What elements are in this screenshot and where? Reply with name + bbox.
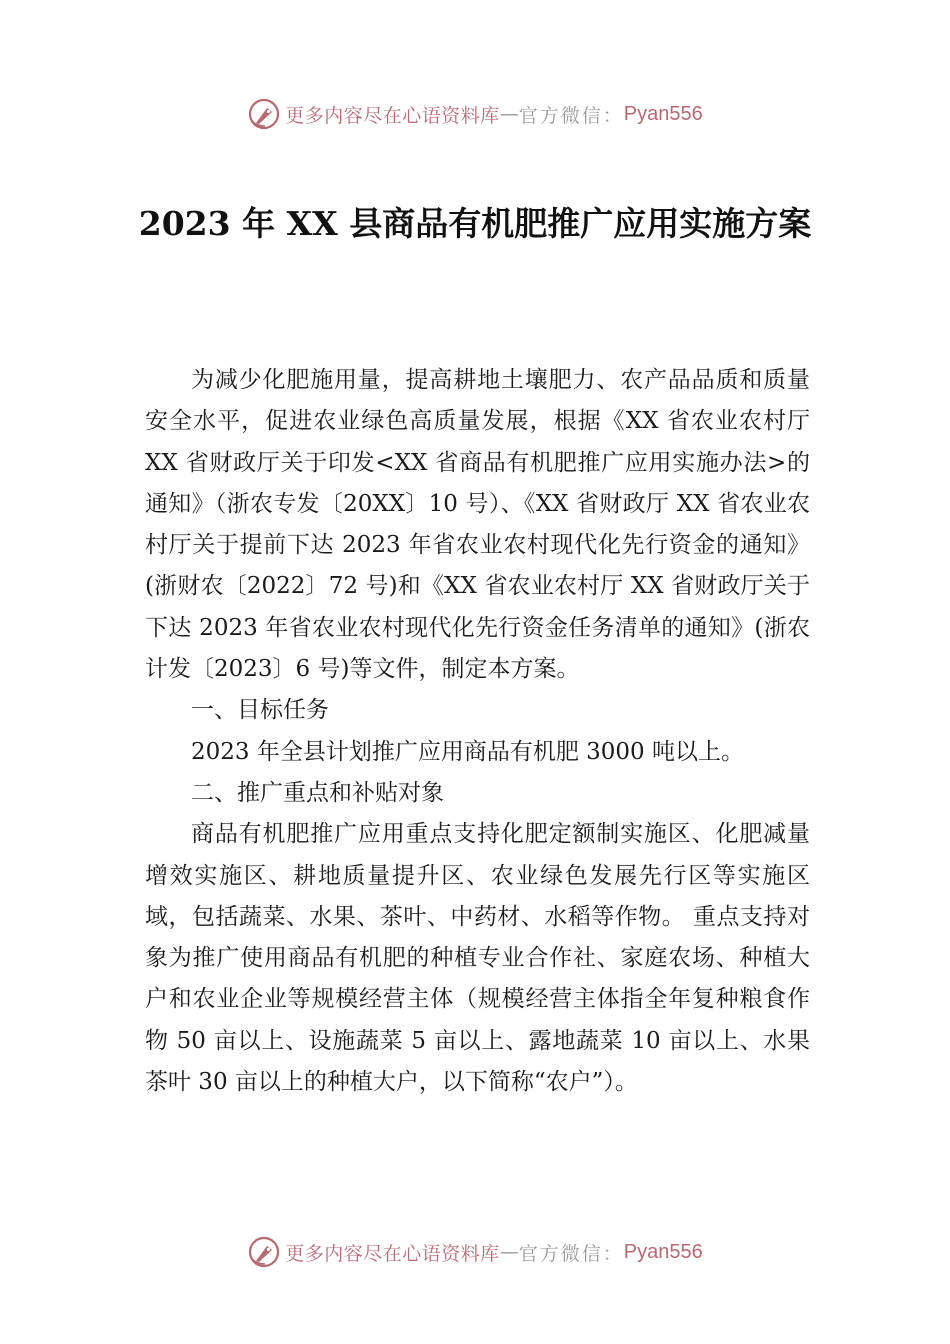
watermark-separator: — bbox=[499, 1241, 519, 1263]
watermark-wechat-id: Pyan556 bbox=[623, 1240, 703, 1263]
pen-nib-circle-icon bbox=[247, 1235, 281, 1269]
section-heading-goals: 一、目标任务 bbox=[191, 697, 329, 724]
watermark-banner-bottom bbox=[0, 1232, 950, 1272]
goals-paragraph: 2023 年全县计划推广应用商品有机肥 3000 吨以上。 bbox=[191, 738, 744, 765]
watermark-wechat-label: 官方微信： bbox=[518, 1242, 624, 1265]
section-heading-subsidy: 二、推广重点和补贴对象 bbox=[191, 779, 444, 806]
watermark-separator: — bbox=[499, 103, 519, 125]
document-body bbox=[145, 360, 810, 1103]
intro-paragraph: 为减少化肥施用量，提高耕地土壤肥力、农产品品质和质量安全水平，促进农业绿色高质量发展，根据《XX 省农业农村厅 XX 省财政厅关于印发<XX 省商品有机肥推广应用实施办法>的通知》（浙农专发〔20XX〕10 号）、《XX 省财政厅 XX 省农业农村厅关于提前下达 2023 年省农业农村现代化先行资金的通知》(浙财农〔2022〕72 号)和《XX 省农业农村厅 XX 省财政厅关于下达 2023 年省农业农村现代化先行资金任务清单的通知》(浙农计发〔2023〕6 号)等文件，制定本方案。 bbox=[145, 367, 810, 683]
watermark-wechat-id: Pyan556 bbox=[623, 102, 703, 125]
watermark-brand: 更多内容尽在心语资料库 bbox=[285, 1242, 500, 1265]
watermark-banner-top bbox=[0, 94, 950, 134]
pen-nib-circle-icon bbox=[247, 97, 281, 131]
subsidy-paragraph: 商品有机肥推广应用重点支持化肥定额制实施区、化肥减量增效实施区、耕地质量提升区、农业绿色发展先行区等实施区域，包括蔬菜、水果、茶叶、中药材、水稻等作物。 重点支持对象为推广使用商品有机肥的种植专业合作社、家庭农场、种植大户和农业企业等规模经营主体（规模经营主体指全年复种粮食作物 50 亩以上、设施蔬菜 5 亩以上、露地蔬菜 10 亩以上、水果茶叶 30 亩以上的种植大户，以下简称“农户”）。 bbox=[145, 821, 810, 1096]
watermark-brand: 更多内容尽在心语资料库 bbox=[285, 104, 500, 127]
document-title: 2023 年 XX 县商品有机肥推广应用实施方案 bbox=[138, 204, 812, 243]
watermark-wechat-label: 官方微信： bbox=[518, 104, 624, 127]
